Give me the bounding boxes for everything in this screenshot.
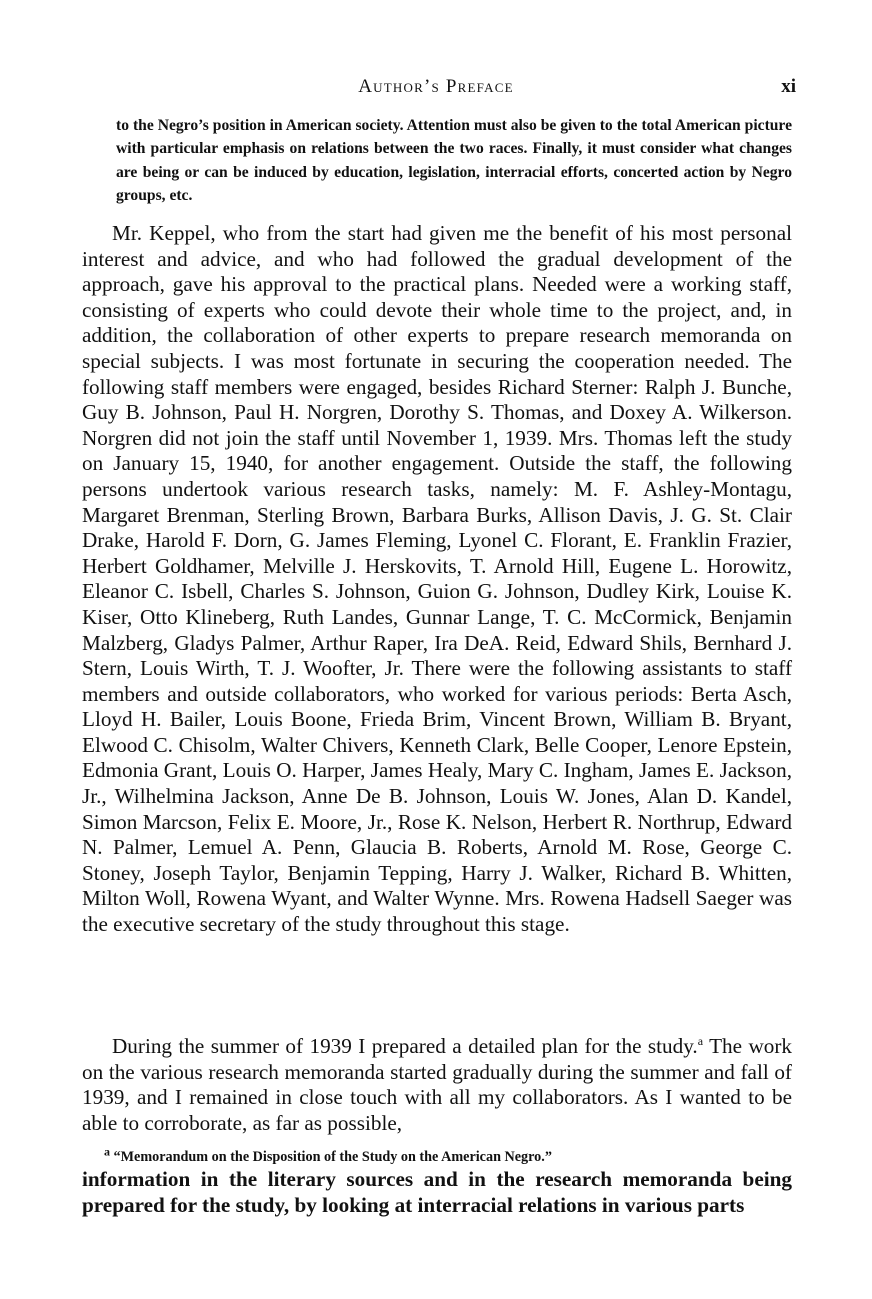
continuation-text: information in the literary sources and in the research memoranda being prepared for the study, by looking at interracial relations in various parts bbox=[82, 1167, 792, 1217]
footnote bbox=[104, 1144, 792, 1166]
paragraph-text-after-note: The work on the various research memoranda started gradually during the summer and fall of 1939, and I remained in close touch with all my collaborators. As I wanted to be able to corroborate, as far as possible, bbox=[82, 1034, 792, 1135]
paragraph-text-before-note: During the summer of 1939 I prepared a detailed plan for the study. bbox=[112, 1034, 698, 1058]
page-number: xi bbox=[781, 76, 796, 97]
running-title: Author’s Preface bbox=[358, 76, 514, 97]
quoted-block: to the Negro’s position in American society. Attention must also be given to the total American picture with particular emphasis on relations between the two races. Finally, it must consider what changes are being or can be induced by education, legislation, interracial efforts, concerted action by Negro groups, etc. bbox=[116, 117, 792, 205]
footnote-marker: a bbox=[104, 1144, 110, 1159]
paragraph-staff bbox=[82, 221, 792, 938]
paragraph-text bbox=[82, 1034, 792, 1136]
running-head bbox=[0, 76, 872, 106]
footnote-reference: a bbox=[697, 1033, 704, 1048]
paragraph-plan bbox=[82, 1034, 792, 1136]
footnote-text: “Memorandum on the Disposition of the Study on the American Negro.” bbox=[110, 1149, 552, 1165]
paragraph-text: Mr. Keppel, who from the start had given me the benefit of his most personal interest and advice, and who had followed the gradual development of the approach, gave his approval to the practical plans. Needed were a working staff, consisting of experts who could devote their whole time to the project, and, in addition, the collaboration of other experts to prepare research memoranda on special subjects. I was most fortunate in securing the cooperation needed. The following staff members were engaged, besides Richard Sterner: Ralph J. Bunche, Guy B. Johnson, Paul H. Norgren, Dorothy S. Thomas, and Doxey A. Wilkerson. Norgren did not join the staff until November 1, 1939. Mrs. Thomas left the study on January 15, 1940, for another engagement. Outside the staff, the following persons undertook various research tasks, namely: M. F. Ashley-Montagu, Margaret Brenman, Sterling Brown, Barbara Burks, Allison Davis, J. G. St. Clair Drake, Harold F. Dorn, G. James Fleming, Lyonel C. Florant, E. Franklin Frazier, Herbert Goldhamer, Melville J. Herskovits, T. Arnold Hill, Eugene L. Horowitz, Eleanor C. Isbell, Charles S. Johnson, Guion G. Johnson, Dudley Kirk, Louise K. Kiser, Otto Klineberg, Ruth Landes, Gunnar Lange, T. C. McCormick, Benjamin Malzberg, Gladys Palmer, Arthur Raper, Ira DeA. Reid, Edward Shils, Bernhard J. Stern, Louis Wirth, T. J. Woofter, Jr. There were the following assistants to staff members and outside collaborators, who worked for various periods: Berta Asch, Lloyd H. Bailer, Louis Boone, Frieda Brim, Vincent Brown, William B. Bryant, Elwood C. Chisolm, Walter Chivers, Kenneth Clark, Belle Cooper, Lenore Epstein, Edmonia Grant, Louis O. Harper, James Healy, Mary C. Ingham, James E. Jackson, Jr., Wilhelmina Jackson, Anne De B. Johnson, Louis W. Jones, Alan D. Kandel, Simon Marcson, Felix E. Moore, Jr., Rose K. Nelson, Herbert R. Northrup, Edward N. Palmer, Lemuel A. Penn, Glaucia B. Roberts, Arnold M. Rose, George C. Stoney, Joseph Taylor, Benjamin Tepping, Harry J. Walker, Richard B. Whitten, Milton Woll, Rowena Wyant, and Walter Wynne. Mrs. Rowena Hadsell Saeger was the executive secretary of the study throughout this stage. bbox=[82, 221, 792, 937]
